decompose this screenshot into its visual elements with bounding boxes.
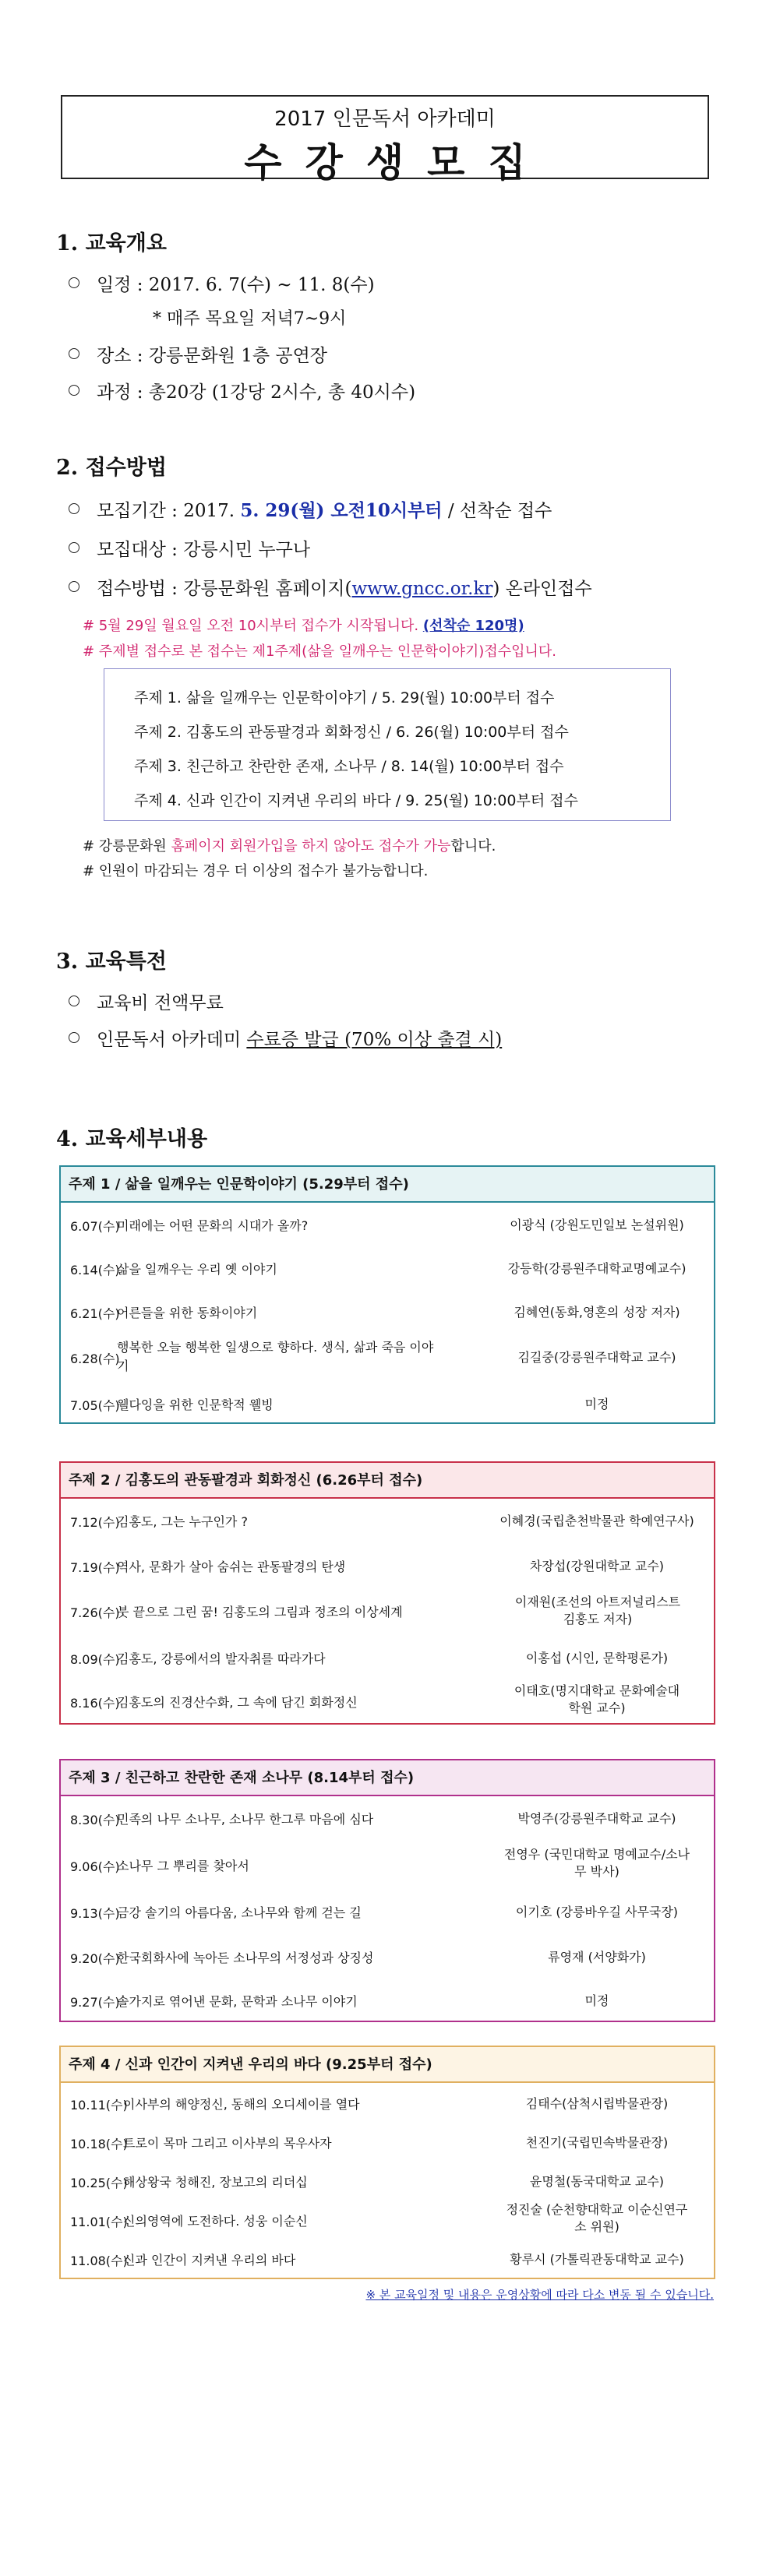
topic-1-table [59, 1165, 715, 1424]
schedule-row: 주제 3. 친근하고 찬란한 존재, 소나무 / 8. 14(월) 10:00부터 접수 [134, 758, 564, 775]
table-row: 7.26(수) 붓 끝으로 그린 꿈! 김홍도의 그림과 정조의 이상세계 이재원(조선의 아트저널리스트 김홍도 저자) [70, 1595, 681, 1626]
method-item: 접수방법 : 강릉문화원 홈페이지(www.gncc.or.kr) 온라인접수 [69, 574, 592, 600]
table-row: 7.19(수) 역사, 문화가 살아 숨쉬는 관동팔경의 탄생 차장섭(강원대학교 교수) [70, 1559, 665, 1575]
circle-bullet-icon [69, 996, 79, 1006]
page-title: 수강생모집 [244, 140, 549, 185]
course-item: 과정 : 총20강 (1강당 2시수, 총 40시수) [69, 378, 415, 403]
table-row: 8.16(수) 김홍도의 진경산수화, 그 속에 담긴 회화정신 이태호(명지대학교 문화예술대학원 교수) [70, 1683, 680, 1715]
circle-bullet-icon [69, 581, 79, 592]
schedule-row: 주제 4. 신과 인간이 지켜낸 우리의 바다 / 9. 25(월) 10:00부터 접수 [134, 792, 578, 809]
table-row: 10.25(수) 해상왕국 청해진, 장보고의 리더십 윤명철(동국대학교 교수) [70, 2174, 665, 2190]
table-row: 8.30(수) 민족의 나무 소나무, 소나무 한그루 마음에 심다 박영주(강릉원주대학교 교수) [70, 1811, 676, 1827]
note-membership: # 강릉문화원 홈페이지 회원가입을 하지 않아도 접수가 가능합니다. [83, 838, 496, 855]
table-row: 11.01(수) 신의영역에 도전하다. 성웅 이순신 정진술 (순천향대학교 이순신연구소 위원) [70, 2202, 688, 2234]
topic-3-table [59, 1759, 715, 2022]
note-topic: # 주제별 접수로 본 접수는 제1주제(삶을 일깨우는 인문학이야기)접수입니다. [83, 643, 556, 660]
table-row: 7.05(수) 웰다잉을 위한 인문학적 웰빙 미정 [70, 1397, 609, 1413]
section-3-title: 3. 교육특전 [56, 950, 167, 974]
circle-bullet-icon [69, 1032, 79, 1043]
benefit-item: 교육비 전액무료 [69, 988, 224, 1014]
circle-bullet-icon [69, 277, 79, 288]
circle-bullet-icon [69, 503, 79, 514]
section-1-title: 1. 교육개요 [56, 231, 167, 255]
circle-bullet-icon [69, 542, 79, 553]
footnote: ※ 본 교육일정 및 내용은 운영상황에 따라 다소 변동 될 수 있습니다. [365, 2288, 714, 2302]
table-row: 9.06(수) 소나무 그 뿌리를 찾아서 전영우 (국민대학교 명예교수/소나무 박사) [70, 1847, 690, 1879]
note-start: # 5월 29일 월요일 오전 10시부터 접수가 시작됩니다. (선착순 120명) [83, 618, 524, 634]
schedule-sub: * 매주 목요일 저녁7~9시 [153, 309, 347, 329]
circle-bullet-icon [69, 385, 79, 396]
table-row: 8.09(수) 김홍도, 강릉에서의 발자취를 따라가다 이홍섭 (시인, 문학평론가) [70, 1651, 669, 1667]
topic-header: 주제 4 / 신과 인간이 지켜낸 우리의 바다 (9.25부터 접수) [61, 2047, 714, 2083]
table-row: 6.28(수) 행복한 오늘 행복한 일생으로 향하다. 생식, 삶과 죽음 이야기 김길중(강릉원주대학교 교수) [70, 1340, 676, 1373]
capacity-link: (선착순 120명) [422, 618, 524, 634]
table-row: 9.13(수) 금강 솔기의 아름다움, 소나무와 함께 걷는 길 이기호 (강릉바우길 사무국장) [70, 1905, 679, 1921]
circle-bullet-icon [69, 348, 79, 359]
place-item: 장소 : 강릉문화원 1층 공연장 [69, 341, 327, 367]
schedule-row: 주제 1. 삶을 일깨우는 인문학이야기 / 5. 29(월) 10:00부터 접수 [134, 689, 555, 707]
table-row: 6.07(수) 미래에는 어떤 문화의 시대가 올까? 이광식 (강원도민일보 논설위원) [70, 1218, 684, 1234]
title-box [61, 95, 709, 185]
schedule-row: 주제 2. 김홍도의 관동팔경과 회화정신 / 6. 26(월) 10:00부터 접수 [134, 724, 569, 741]
period-highlight: 5. 29(월) 오전10시부터 [240, 500, 443, 521]
topic-2-table [59, 1461, 715, 1725]
schedule-item: 일정 : 2017. 6. 7(수) ~ 11. 8(수) [69, 270, 375, 296]
topic-schedule-box [104, 668, 671, 821]
topic-header: 주제 3 / 친근하고 찬란한 존재 소나무 (8.14부터 접수) [61, 1760, 714, 1796]
benefit-item: 인문독서 아카데미 수료증 발급 (70% 이상 출결 시) [69, 1025, 502, 1051]
section-4-title: 4. 교육세부내용 [56, 1127, 208, 1151]
period-item: 모집기간 : 2017. 5. 29(월) 오전10시부터 / 선착순 접수 [69, 496, 552, 522]
topic-header: 주제 2 / 김홍도의 관동팔경과 회화정신 (6.26부터 접수) [61, 1463, 714, 1499]
note-capacity: # 인원이 마감되는 경우 더 이상의 접수가 불가능합니다. [83, 863, 429, 879]
website-link[interactable]: www.gncc.or.kr [351, 579, 493, 599]
table-row: 11.08(수) 신과 인간이 지켜낸 우리의 바다 황루시 (가톨릭관동대학교 교수) [70, 2252, 684, 2268]
table-row: 6.21(수) 어른들을 위한 동화이야기 김혜연(동화,영혼의 성장 저자) [70, 1305, 680, 1321]
table-row: 6.14(수) 삶을 일깨우는 우리 옛 이야기 강등학(강릉원주대학교명예교수) [70, 1261, 687, 1277]
table-row: 10.18(수) 트로이 목마 그리고 이사부의 목우사자 천진기(국립민속박물관장) [70, 2135, 669, 2151]
table-row: 10.11(수) 이사부의 해양정신, 동해의 오디세이를 열다 김태수(삼척시립박물관장) [70, 2096, 669, 2113]
section-2-title: 2. 접수방법 [56, 456, 167, 480]
topic-4-table [59, 2046, 715, 2279]
table-row: 7.12(수) 김홍도, 그는 누구인가 ? 이혜경(국립춘천박물관 학예연구사) [70, 1514, 694, 1530]
table-row: 9.20(수) 한국회화사에 녹아든 소나무의 서정성과 상징성 류영재 (서양화가) [70, 1950, 646, 1966]
page-subtitle: 2017 인문독서 아카데미 [274, 107, 496, 131]
topic-header: 주제 1 / 삶을 일깨우는 인문학이야기 (5.29부터 접수) [61, 1167, 714, 1203]
table-row: 9.27(수) 솔가지로 엮어낸 문화, 문학과 소나무 이야기 미정 [70, 1993, 609, 2010]
target-item: 모집대상 : 강릉시민 누구나 [69, 535, 310, 561]
